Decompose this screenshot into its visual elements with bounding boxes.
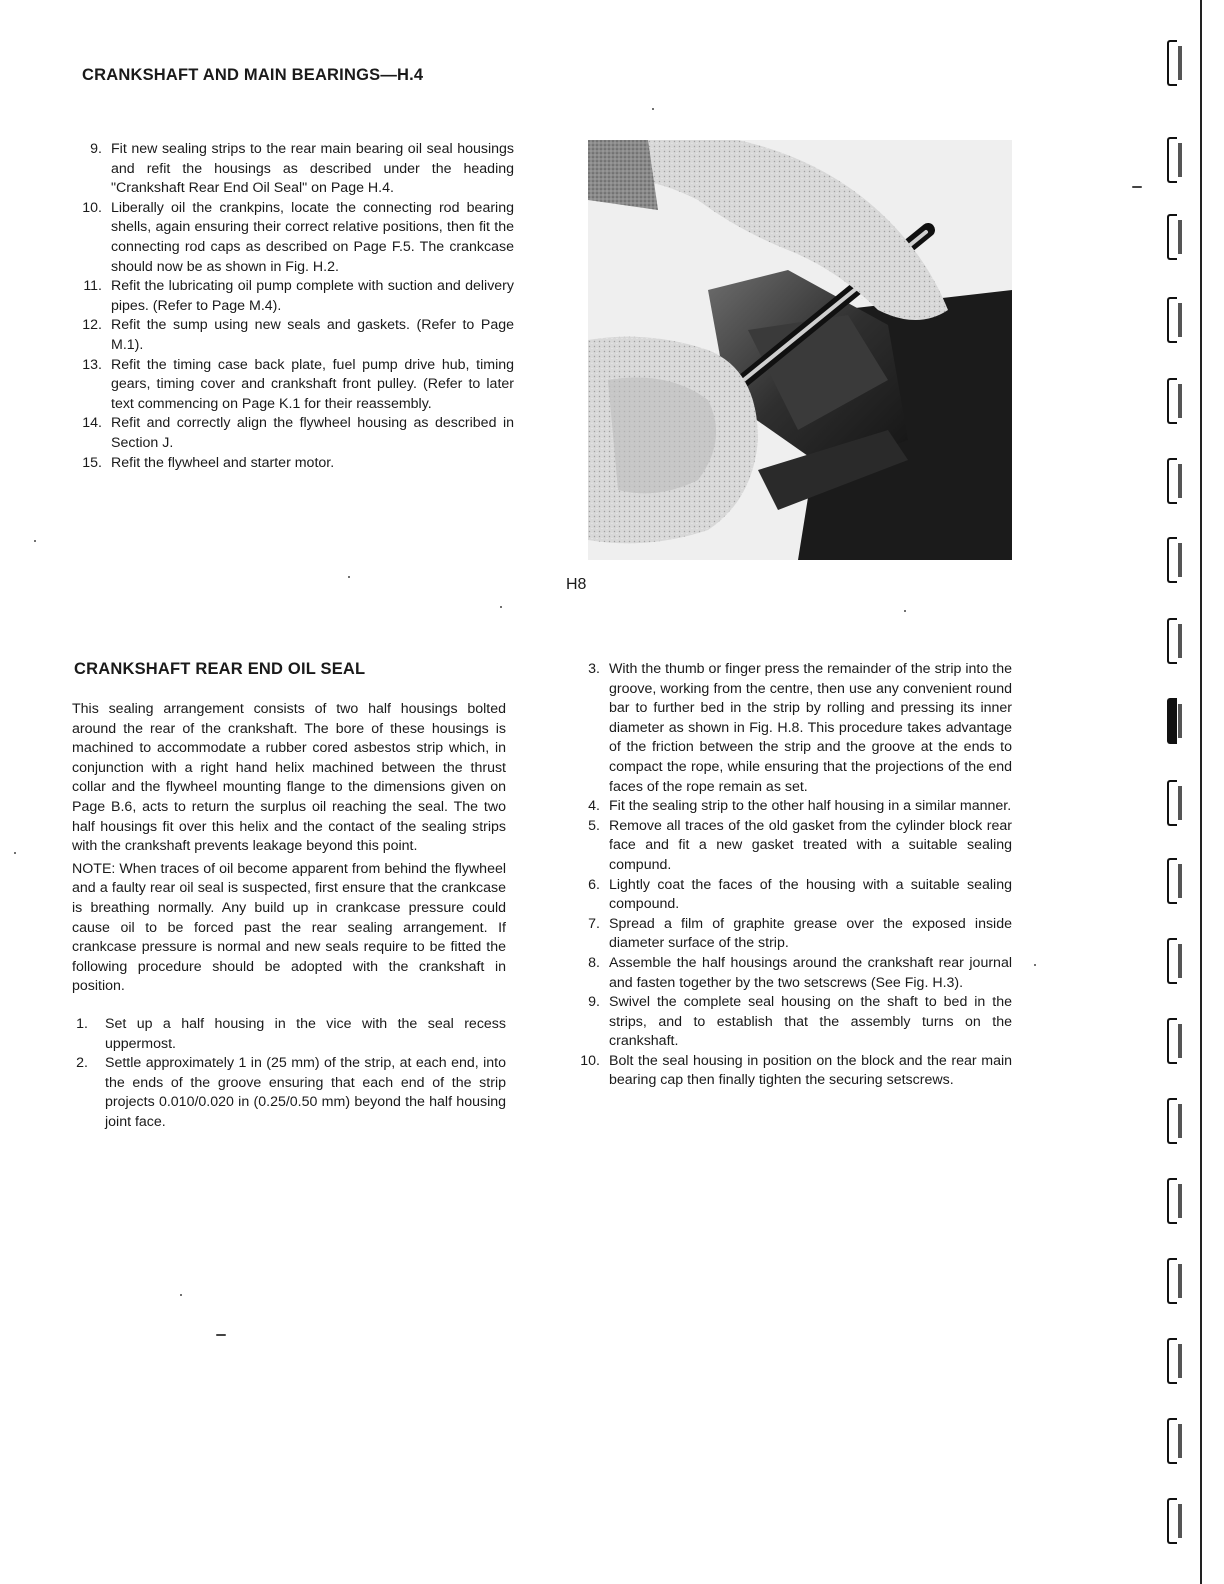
scan-speck [14,852,16,854]
binder-ring-icon [1167,137,1177,183]
binder-ring-icon [1167,297,1177,343]
scan-speck [348,576,350,578]
page-edge-line [1200,0,1202,1584]
binder-ring-icon [1167,1258,1177,1304]
step-number: 5. [588,817,600,834]
step-number: 10. [82,199,102,216]
step-text: Fit the sealing strip to the other half housing in a similar manner. [609,798,1012,815]
step-number: 8. [588,954,600,971]
step-number: 3. [588,661,600,677]
binder-ring-icon [1167,780,1177,826]
binder-ring-icon [1167,858,1177,904]
scan-speck [1034,964,1036,966]
scan-speck [1132,186,1142,188]
step-number: 1. [76,1015,88,1032]
step-text: Lightly coat the faces of the housing with a suitable sealing compound. [609,876,1012,913]
note-paragraph: NOTE: When traces of oil become apparent from behind the flywheel and a faulty rear oil seal is suspected, first ensure that the crankcase is breathing normally. Any build up in crankcase pressure could cause oil to be forced past the rear sealing arrangement. If crankcase pressure is normal and new seals require to be fitted the following procedure should be adopted with the crankshaft in position. [72,860,506,995]
list-item [78,454,514,474]
binder-ring-icon [1167,458,1177,504]
step-number: 15. [82,454,102,471]
step-text: Set up a half housing in the vice with the seal recess uppermost. [105,1015,506,1052]
scan-speck [34,540,36,542]
page-title: CRANKSHAFT AND MAIN BEARINGS—H.4 [82,66,424,84]
figure-photo-seal-housing [588,140,1012,560]
binder-ring-icon [1167,214,1177,260]
scan-speck [652,108,654,110]
step-text: Fit new sealing strips to the rear main bearing oil seal housings and refit the housings as described under the heading "Crankshaft Rear End Oil Seal" on Page H.4. [111,141,514,197]
binder-ring-icon [1167,537,1177,583]
list-item [578,797,1012,817]
scan-speck [216,1334,226,1336]
section-left-column [72,700,506,1132]
scan-speck [180,1294,182,1296]
binder-ring-icon [1167,1178,1177,1224]
step-text: Liberally oil the crankpins, locate the connecting rod bearing shells, again ensuring their correct relative positions, then fit the connecting rod caps as described on Page F.5. The crankcase should now be as shown in Fig. H.2. [111,199,514,275]
list-item [72,1015,506,1054]
procedure-steps-left [72,1015,506,1133]
list-item [578,915,1012,954]
binder-ring-icon [1167,1498,1177,1544]
binder-ring-icon [1167,618,1177,664]
list-item [72,1054,506,1132]
list-item [78,140,514,199]
figure-caption: H8 [566,576,587,593]
step-text: Swivel the complete seal housing on the shaft to bed in the strips, and to establish that the assembly turns on the crankshaft. [609,994,1012,1050]
step-number: 13. [82,356,102,373]
step-number: 11. [83,278,102,295]
step-number: 7. [588,915,600,932]
step-number: 9. [588,994,600,1011]
scan-speck [500,606,502,608]
list-item [78,199,514,277]
list-item [578,954,1012,993]
step-number: 12. [82,317,102,334]
step-text: Assemble the half housings around the crankshaft rear journal and fasten together by the two setscrews (See Fig. H.3). [609,954,1012,991]
reassembly-steps [78,140,514,473]
binder-ring-icon [1167,1018,1177,1064]
binder-ring-icon [1167,1098,1177,1144]
list-item [578,876,1012,915]
step-text: Refit and correctly align the flywheel housing as described in Section J. [111,415,514,451]
section-right-column [578,660,1012,1091]
step-number: 14. [82,415,102,432]
section-heading: CRANKSHAFT REAR END OIL SEAL [74,660,366,678]
step-number: 10. [580,1052,600,1069]
intro-paragraph: This sealing arrangement consists of two half housings bolted around the rear of the crankshaft. The bore of these housings is machined to accommodate a rubber cored asbestos strip which, in conjunction with a right hand helix machined between the thrust collar and the flywheel mounting flange to the dimensions given on Page B.6, acts to return the surplus oil reaching the seal. The two half housings fit over this helix and the contact of the sealing strips with the crankshaft prevents leakage beyond this point. [72,701,506,855]
list-item [78,316,514,355]
step-text: Refit the timing case back plate, fuel pump drive hub, timing gears, timing cover and crankshaft front pulley. (Refer to later text commencing on Page K.1 for their reassembly. [111,356,514,412]
step-text: Remove all traces of the old gasket from the cylinder block rear face and fit a new gasket treated with a suitable sealing compund. [609,817,1012,873]
procedure-steps-right [578,660,1012,1091]
list-item [578,660,1012,797]
step-number: 9. [90,141,102,157]
step-number: 6. [588,876,600,893]
list-item [578,1052,1012,1091]
step-number: 2. [76,1055,88,1072]
step-text: Refit the flywheel and starter motor. [111,454,335,471]
binder-ring-icon [1167,938,1177,984]
step-number: 4. [588,798,600,815]
binder-ring-icon [1167,1338,1177,1384]
list-item [78,356,514,415]
step-text: Spread a film of graphite grease over the exposed inside diameter surface of the strip. [609,915,1012,952]
step-text: Bolt the seal housing in position on the block and the rear main bearing cap then finally tighten the securing setscrews. [609,1052,1012,1089]
scan-speck [904,610,906,612]
step-text: Refit the lubricating oil pump complete with suction and delivery pipes. (Refer to Page M.4). [111,278,514,314]
list-item [578,817,1012,876]
binder-ring-icon [1167,698,1177,744]
list-item [578,993,1012,1052]
list-item [78,414,514,453]
step-text: Settle approximately 1 in (25 mm) of the strip, at each end, into the ends of the groove ensuring that each end of the strip projects 0.010/0.020 in (0.25/0.50 mm) beyond the half housing joint face. [105,1055,506,1130]
step-text: With the thumb or finger press the remainder of the strip into the groove, working from the centre, then use any convenient round bar to further bed in the strip by rolling and pressing its inner diameter as shown in Fig. H.8. This procedure takes advantage of the friction between the strip and the groove at the ends to compact the rope, while ensuring that the projections of the end faces of the rope remain as set. [609,661,1012,795]
binder-ring-icon [1167,1418,1177,1464]
binder-ring-icon [1167,378,1177,424]
step-text: Refit the sump using new seals and gaskets. (Refer to Page M.1). [111,317,514,353]
list-item [78,277,514,316]
binder-ring-icon [1167,40,1177,86]
